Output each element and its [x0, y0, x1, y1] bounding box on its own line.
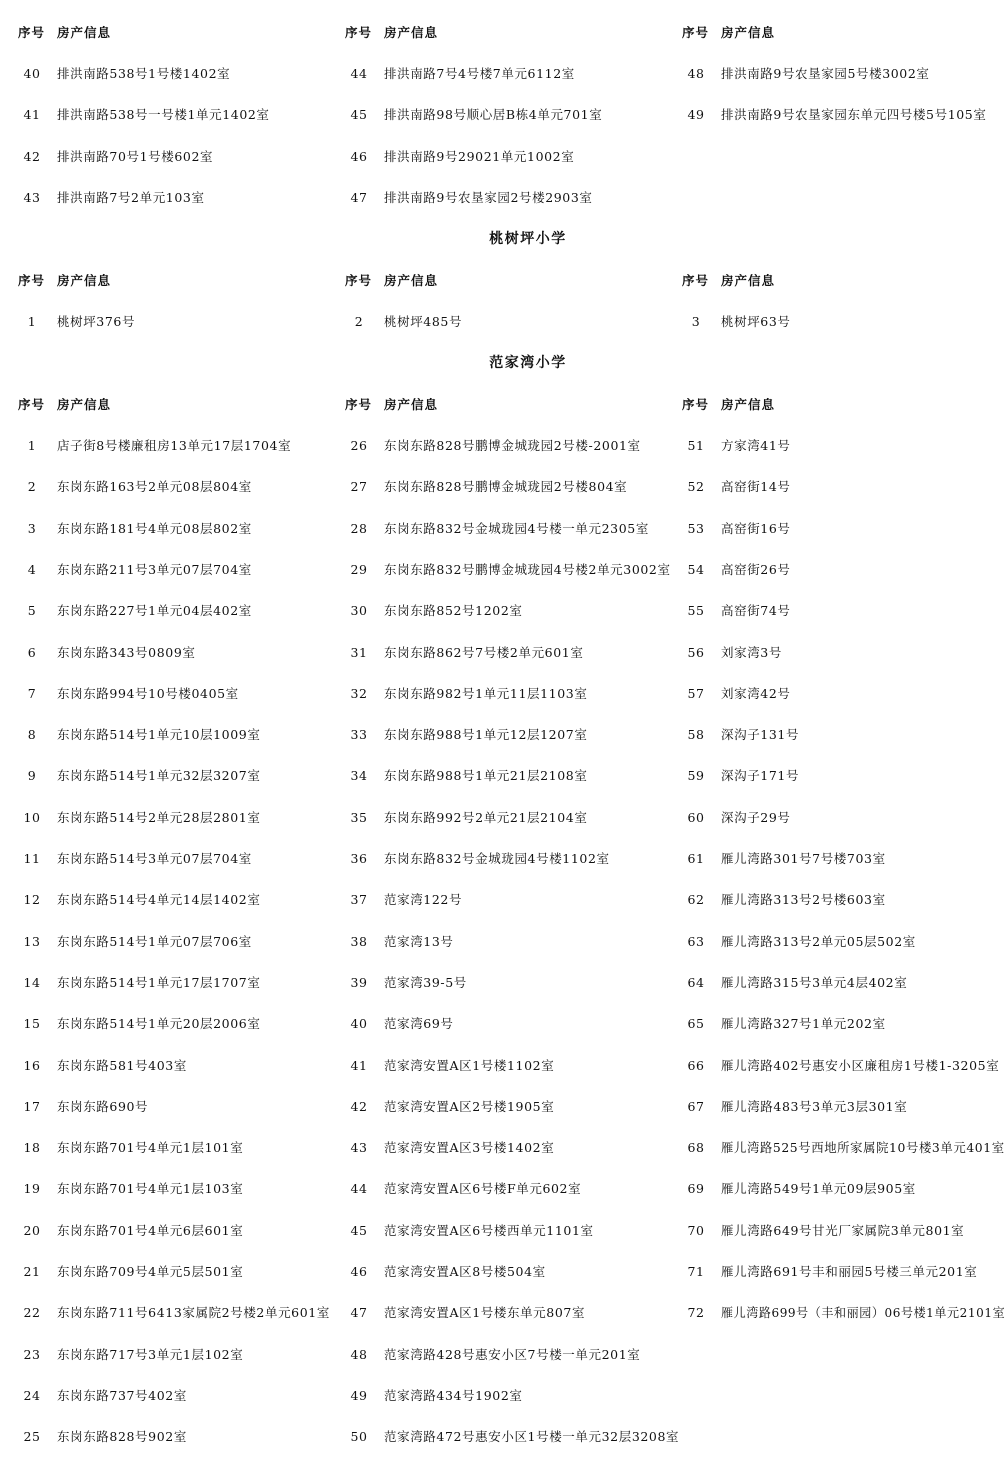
row-number: 60	[687, 809, 705, 825]
property-info: 雁儿湾路691号丰和丽园5号楼三单元201室	[721, 1264, 978, 1279]
property-info: 东岗东路690号	[57, 1098, 149, 1114]
row-number: 38	[350, 933, 368, 949]
table-row	[0, 723, 1007, 747]
row-number: 5	[27, 603, 37, 619]
row-number: 62	[687, 892, 705, 908]
row-number: 23	[23, 1346, 41, 1362]
column-header-info: 房产信息	[57, 25, 112, 40]
row-number: 56	[687, 644, 705, 660]
table-row	[0, 641, 1007, 665]
row-number: 69	[687, 1181, 705, 1197]
property-info: 高窑街16号	[721, 520, 791, 536]
section-title: 范家湾小学	[489, 355, 567, 371]
row-number: 48	[687, 66, 705, 81]
property-info: 范家湾69号	[384, 1016, 454, 1032]
column-header-info: 房产信息	[384, 25, 439, 40]
row-number: 51	[687, 438, 705, 453]
table-row	[0, 930, 1007, 954]
property-info: 东岗东路832号金城珑园4号楼一单元2305室	[384, 520, 649, 536]
row-number: 24	[23, 1387, 41, 1403]
column-header-num: 序号	[18, 273, 46, 288]
column-header-info: 房产信息	[384, 397, 439, 412]
property-info: 雁儿湾路301号7号楼703室	[721, 851, 886, 866]
row-number: 6	[27, 644, 37, 660]
row-number: 49	[687, 107, 705, 123]
row-number: 70	[687, 1222, 705, 1238]
property-info: 东岗东路988号1单元12层1207室	[384, 727, 588, 743]
row-number: 1	[27, 438, 37, 453]
property-info: 东岗东路982号1单元11层1103室	[384, 685, 588, 701]
row-number: 52	[687, 479, 705, 495]
row-number: 15	[23, 1016, 41, 1032]
row-number: 27	[350, 479, 368, 495]
property-info: 东岗东路514号3单元07层704室	[57, 851, 252, 866]
row-number: 49	[350, 1387, 368, 1403]
property-info: 范家湾安置A区8号楼504室	[384, 1264, 546, 1279]
row-number: 16	[23, 1057, 41, 1073]
table-row	[0, 1343, 1007, 1367]
row-number: 42	[23, 148, 41, 164]
property-info: 东岗东路709号4单元5层501室	[57, 1264, 244, 1279]
row-number: 47	[350, 1305, 368, 1321]
property-info: 东岗东路163号2单元08层804室	[57, 479, 252, 495]
row-number: 47	[350, 189, 368, 205]
row-number: 33	[350, 727, 368, 743]
row-number: 29	[350, 561, 368, 577]
row-number: 43	[350, 1140, 368, 1156]
row-number: 46	[350, 148, 368, 164]
row-number: 50	[350, 1429, 368, 1445]
column-header-num: 序号	[18, 25, 46, 40]
column-header-info: 房产信息	[721, 397, 776, 412]
row-number: 18	[23, 1140, 41, 1156]
property-info: 深沟子131号	[721, 727, 800, 743]
property-info: 东岗东路514号1单元07层706室	[57, 933, 252, 949]
table-row	[0, 558, 1007, 582]
table-row	[0, 1260, 1007, 1284]
property-info: 排洪南路98号顺心居B栋4单元701室	[384, 107, 603, 123]
property-info: 东岗东路828号鹏博金城珑园2号楼804室	[384, 479, 628, 495]
property-info: 东岗东路737号402室	[57, 1387, 187, 1403]
table-row	[0, 1301, 1007, 1325]
property-info: 东岗东路832号鹏博金城珑园4号楼2单元3002室	[384, 561, 671, 577]
row-number: 46	[350, 1264, 368, 1279]
table-header-row	[0, 393, 1007, 417]
property-info: 东岗东路701号4单元6层601室	[57, 1222, 244, 1238]
property-info: 雁儿湾路549号1单元09层905室	[721, 1181, 916, 1197]
row-number: 40	[350, 1016, 368, 1032]
property-info: 深沟子29号	[721, 809, 791, 825]
property-info: 东岗东路862号7号楼2单元601室	[384, 644, 584, 660]
row-number: 22	[23, 1305, 41, 1321]
property-info: 东岗东路992号2单元21层2104室	[384, 809, 588, 825]
property-info: 高窑街74号	[721, 603, 791, 619]
property-info: 雁儿湾路402号惠安小区廉租房1号楼1-3205室	[721, 1057, 1000, 1073]
property-info: 东岗东路828号902室	[57, 1429, 187, 1445]
property-info: 范家湾13号	[384, 933, 454, 949]
table-row	[0, 1095, 1007, 1119]
property-info: 范家湾39-5号	[384, 974, 467, 990]
column-header-num: 序号	[682, 273, 710, 288]
column-header-num: 序号	[682, 397, 710, 412]
table-row	[0, 145, 1007, 169]
row-number: 64	[687, 974, 705, 990]
property-info: 刘家湾42号	[721, 685, 791, 701]
row-number: 58	[687, 727, 705, 743]
row-number: 20	[23, 1222, 41, 1238]
row-number: 44	[350, 66, 368, 81]
row-number: 8	[27, 727, 37, 743]
property-info: 东岗东路852号1202室	[384, 603, 523, 619]
table-row	[0, 1384, 1007, 1408]
row-number: 57	[687, 685, 705, 701]
column-header-num: 序号	[345, 25, 373, 40]
row-number: 66	[687, 1057, 705, 1073]
row-number: 26	[350, 438, 368, 453]
table-row	[0, 847, 1007, 871]
property-info: 东岗东路211号3单元07层704室	[57, 561, 252, 577]
property-info: 范家湾122号	[384, 892, 463, 908]
property-info: 排洪南路7号2单元103室	[57, 189, 205, 205]
column-header-info: 房产信息	[721, 273, 776, 288]
row-number: 28	[350, 520, 368, 536]
property-info: 东岗东路514号2单元28层2801室	[57, 809, 261, 825]
property-info: 东岗东路581号403室	[57, 1057, 187, 1073]
property-info: 雁儿湾路699号（丰和丽园）06号楼1单元2101室	[721, 1305, 1006, 1321]
property-info: 桃树坪63号	[721, 314, 791, 329]
row-number: 35	[350, 809, 368, 825]
table-row	[0, 764, 1007, 788]
row-number: 36	[350, 851, 368, 866]
column-header-num: 序号	[682, 25, 710, 40]
column-header-info: 房产信息	[57, 273, 112, 288]
property-info: 东岗东路514号1单元17层1707室	[57, 974, 261, 990]
row-number: 41	[23, 107, 41, 123]
table-row	[0, 517, 1007, 541]
row-number: 12	[23, 892, 41, 908]
property-info: 东岗东路514号1单元10层1009室	[57, 727, 261, 743]
table-row	[0, 1219, 1007, 1243]
property-info: 范家湾安置A区3号楼1402室	[384, 1140, 555, 1156]
column-header-num: 序号	[345, 397, 373, 412]
table-row	[0, 971, 1007, 995]
table-row	[0, 682, 1007, 706]
row-number: 25	[23, 1429, 41, 1445]
row-number: 43	[23, 189, 41, 205]
property-info: 深沟子171号	[721, 768, 800, 784]
row-number: 59	[687, 768, 705, 784]
row-number: 2	[27, 479, 37, 495]
property-info: 范家湾安置A区1号楼东单元807室	[384, 1305, 586, 1321]
property-info: 范家湾路428号惠安小区7号楼一单元201室	[384, 1346, 641, 1362]
property-info: 东岗东路994号10号楼0405室	[57, 685, 239, 701]
property-info: 东岗东路514号1单元32层3207室	[57, 768, 261, 784]
property-info: 雁儿湾路315号3单元4层402室	[721, 974, 908, 990]
row-number: 14	[23, 974, 41, 990]
table-row	[0, 1012, 1007, 1036]
property-info: 范家湾安置A区1号楼1102室	[384, 1057, 555, 1073]
property-info: 方家湾41号	[721, 438, 791, 453]
table-row	[0, 62, 1007, 86]
row-number: 32	[350, 685, 368, 701]
row-number: 54	[687, 561, 705, 577]
row-number: 41	[350, 1057, 368, 1073]
property-info: 雁儿湾路483号3单元3层301室	[721, 1098, 908, 1114]
property-info: 排洪南路9号29021单元1002室	[384, 148, 575, 164]
property-info: 东岗东路832号金城珑园4号楼1102室	[384, 851, 610, 866]
column-header-info: 房产信息	[57, 397, 112, 412]
property-info: 店子街8号楼廉租房13单元17层1704室	[57, 438, 292, 453]
row-number: 72	[687, 1305, 705, 1321]
column-header-info: 房产信息	[384, 273, 439, 288]
row-number: 11	[23, 851, 41, 866]
row-number: 2	[354, 314, 364, 329]
property-info: 东岗东路227号1单元04层402室	[57, 603, 252, 619]
row-number: 37	[350, 892, 368, 908]
property-info: 排洪南路9号农垦家园5号楼3002室	[721, 66, 930, 81]
property-info: 雁儿湾路649号甘光厂家属院3单元801室	[721, 1222, 965, 1238]
row-number: 21	[23, 1264, 41, 1279]
property-info: 雁儿湾路313号2单元05层502室	[721, 933, 916, 949]
row-number: 13	[23, 933, 41, 949]
property-info: 范家湾安置A区6号楼西单元1101室	[384, 1222, 594, 1238]
row-number: 71	[687, 1264, 705, 1279]
row-number: 45	[350, 1222, 368, 1238]
table-row	[0, 1425, 1007, 1449]
row-number: 61	[687, 851, 705, 866]
table-row	[0, 186, 1007, 210]
property-info: 高窑街14号	[721, 479, 791, 495]
property-info: 东岗东路988号1单元21层2108室	[384, 768, 588, 784]
property-info: 高窑街26号	[721, 561, 791, 577]
property-info: 排洪南路538号1号楼1402室	[57, 66, 231, 81]
row-number: 40	[23, 66, 41, 81]
property-info: 东岗东路181号4单元08层802室	[57, 520, 252, 536]
row-number: 7	[27, 685, 37, 701]
table-header-row	[0, 269, 1007, 293]
row-number: 19	[23, 1181, 41, 1197]
row-number: 3	[27, 520, 37, 536]
table-row	[0, 1177, 1007, 1201]
property-info: 范家湾路434号1902室	[384, 1387, 523, 1403]
row-number: 48	[350, 1346, 368, 1362]
property-info: 排洪南路9号农垦家园2号楼2903室	[384, 189, 593, 205]
row-number: 3	[691, 314, 701, 329]
row-number: 30	[350, 603, 368, 619]
row-number: 65	[687, 1016, 705, 1032]
row-number: 53	[687, 520, 705, 536]
table-row	[0, 1136, 1007, 1160]
property-info: 雁儿湾路525号西地所家属院10号楼3单元401室	[721, 1140, 1005, 1156]
table-row	[0, 599, 1007, 623]
column-header-info: 房产信息	[721, 25, 776, 40]
property-info: 范家湾路472号惠安小区1号楼一单元32层3208室	[384, 1429, 680, 1445]
section-title: 桃树坪小学	[489, 231, 567, 247]
table-row	[0, 1054, 1007, 1078]
property-info: 东岗东路717号3单元1层102室	[57, 1346, 244, 1362]
row-number: 45	[350, 107, 368, 123]
column-header-num: 序号	[18, 397, 46, 412]
table-row	[0, 103, 1007, 127]
property-info: 桃树坪376号	[57, 314, 136, 329]
row-number: 67	[687, 1098, 705, 1114]
property-info: 排洪南路538号一号楼1单元1402室	[57, 107, 270, 123]
property-info: 东岗东路514号1单元20层2006室	[57, 1016, 261, 1032]
row-number: 39	[350, 974, 368, 990]
column-header-num: 序号	[345, 273, 373, 288]
property-info: 范家湾安置A区6号楼F单元602室	[384, 1181, 582, 1197]
row-number: 17	[23, 1098, 41, 1114]
property-info: 东岗东路828号鹏博金城珑园2号楼-2001室	[384, 438, 641, 453]
row-number: 31	[350, 644, 368, 660]
row-number: 9	[27, 768, 37, 784]
row-number: 42	[350, 1098, 368, 1114]
property-info: 东岗东路701号4单元1层101室	[57, 1140, 244, 1156]
row-number: 63	[687, 933, 705, 949]
row-number: 1	[27, 314, 37, 329]
row-number: 34	[350, 768, 368, 784]
property-info: 排洪南路9号农垦家园东单元四号楼5号105室	[721, 107, 987, 123]
property-info: 东岗东路514号4单元14层1402室	[57, 892, 261, 908]
property-info: 排洪南路7号4号楼7单元6112室	[384, 66, 575, 81]
property-info: 桃树坪485号	[384, 314, 463, 329]
property-info: 范家湾安置A区2号楼1905室	[384, 1098, 555, 1114]
table-row	[0, 434, 1007, 458]
property-info: 东岗东路701号4单元1层103室	[57, 1181, 244, 1197]
property-info: 雁儿湾路313号2号楼603室	[721, 892, 886, 908]
row-number: 10	[23, 809, 41, 825]
row-number: 44	[350, 1181, 368, 1197]
row-number: 68	[687, 1140, 705, 1156]
property-info: 东岗东路343号0809室	[57, 644, 196, 660]
property-info: 雁儿湾路327号1单元202室	[721, 1016, 886, 1032]
row-number: 4	[27, 561, 37, 577]
table-row	[0, 475, 1007, 499]
table-row	[0, 310, 1007, 334]
row-number: 55	[687, 603, 705, 619]
table-row	[0, 806, 1007, 830]
table-header-row	[0, 21, 1007, 45]
property-info: 东岗东路711号6413家属院2号楼2单元601室	[57, 1305, 330, 1321]
property-info: 排洪南路70号1号楼602室	[57, 148, 214, 164]
table-row	[0, 888, 1007, 912]
property-info: 刘家湾3号	[721, 644, 782, 660]
